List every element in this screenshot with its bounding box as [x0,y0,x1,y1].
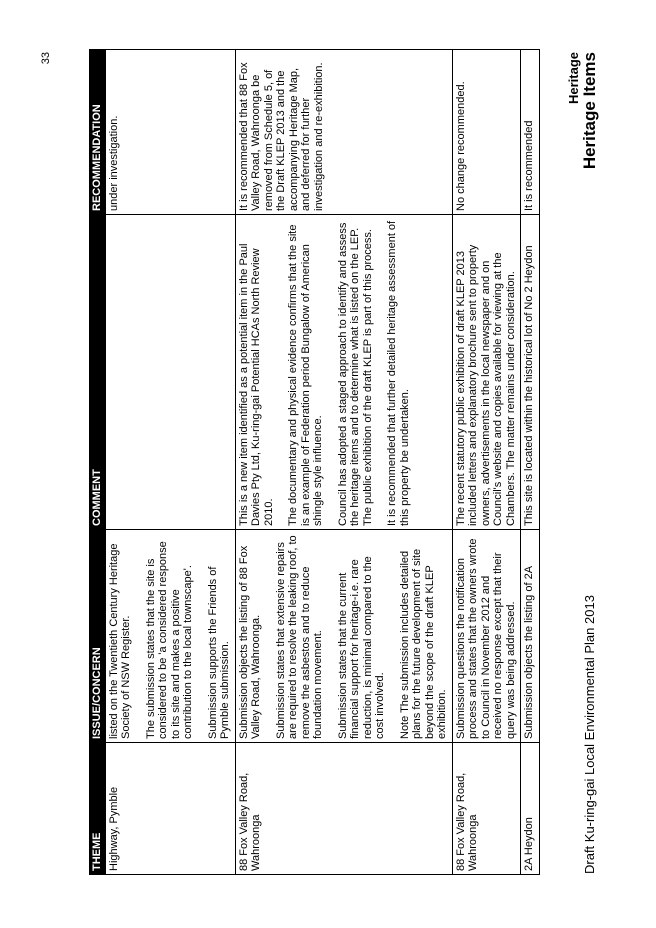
page-number: 33 [40,52,52,65]
issue-paragraph: Submission objects the listing of 88 Fox Valley Road, Wahroonga. [237,545,262,739]
theme-cell: 88 Fox Valley Road, Wahroonga [235,743,452,875]
issue-paragraph: Submission objects the listing of 2A [523,565,535,739]
theme-cell: Highway, Pymble [105,743,235,875]
comment-paragraph: It is recommended that further detailed heritage assessment of this property be undertaken. [386,220,411,526]
recommendation-cell [521,50,540,215]
comment-cell [105,215,235,530]
page-heading: Heritage Items [580,52,599,170]
recommendation-paragraph: It is recommended [523,120,535,211]
issue-paragraph: Submission supports the Friends of Pymble submission. [206,566,231,739]
column-header-recommendation: RECOMMENDATION [90,50,106,215]
recommendation-paragraph: under investigation. [107,115,120,211]
section-title: Heritage [566,52,581,105]
issue-cell [521,530,540,743]
issue-paragraph: Submission questions the notification process and states that the owners wrote to Council in November 2012 and received no response except that their query was being addressed. [454,538,517,739]
comment-cell [235,215,452,530]
heritage-submissions-table [89,49,540,875]
issue-cell [452,530,521,743]
recommendation-paragraph: No change recommended. [454,81,467,211]
issue-paragraph: Submission states that extensive repairs are required to resolve the leaking roof, to remove the asbestos and to reduce foundation movement. [274,535,324,739]
theme-cell: 88 Fox Valley Road, Wahroonga [452,743,521,875]
theme-cell: 2A Heydon [521,743,540,875]
document-title: Draft Ku-ring-gai Local Environmental Plan 2013 [582,595,597,874]
comment-cell [452,215,521,530]
table-row [452,50,521,875]
table-header-row [90,50,106,875]
comment-paragraph: The documentary and physical evidence confirms that the site is an example of Federation period Bungalow of American shingle style influence. [287,224,324,526]
comment-paragraph: This site is located within the historical lot of No 2 Heydon [523,245,535,526]
recommendation-cell [452,50,521,215]
column-header-issue: ISSUE/CONCERN [90,530,106,743]
comment-paragraph: The recent statutory public exhibition of draft KLEP 2013 included letters and explanatory brochure sent to property owners, advertisements in the local newspaper and on Council's website and copies available for viewing at the Chambers. The matter remains under consideration. [454,244,517,526]
issue-paragraph: listed on the Twentieth Century Heritage Society of NSW Register. [107,543,132,739]
issue-paragraph: Submission states that the current financial support for heritage-i.e. rare reduction, is minimal compared to the cost involved. [336,556,386,739]
table-row [105,50,235,875]
table-row [521,50,540,875]
recommendation-cell [235,50,452,215]
table-body [105,50,539,875]
table-row [235,50,452,875]
issue-cell [105,530,235,743]
comment-cell [521,215,540,530]
issue-paragraph: The submission states that the site is considered to be 'a considered response to its site and makes a positive contribution to the local townscape'. [144,541,194,739]
comment-paragraph: Council has adopted a staged approach to identify and assess the heritage items and to determine what is listed on the LEP. The public exhibition of the draft KLEP is part of this process. [336,222,374,526]
comment-paragraph: This is a new item identified as a potential item in the Paul Davies Pty Ltd, Ku-ring-gai Potential HCAs North Review 2010. [237,243,275,526]
issue-paragraph: Note The submission includes detailed plans for the future development of site beyond the scope of the draft KLEP exhibition. [398,548,448,739]
column-header-theme: THEME [90,743,106,875]
recommendation-paragraph: It is recommended that 88 Fox Valley Road, Wahroonga be removed from Schedule 5, of the Draft KLEP 2013 and the accompanying Heritage Map, and deferred for further investigation and re-exhibition. [237,62,325,211]
recommendation-cell [105,50,235,215]
column-header-comment: COMMENT [90,215,106,530]
issue-cell [235,530,452,743]
